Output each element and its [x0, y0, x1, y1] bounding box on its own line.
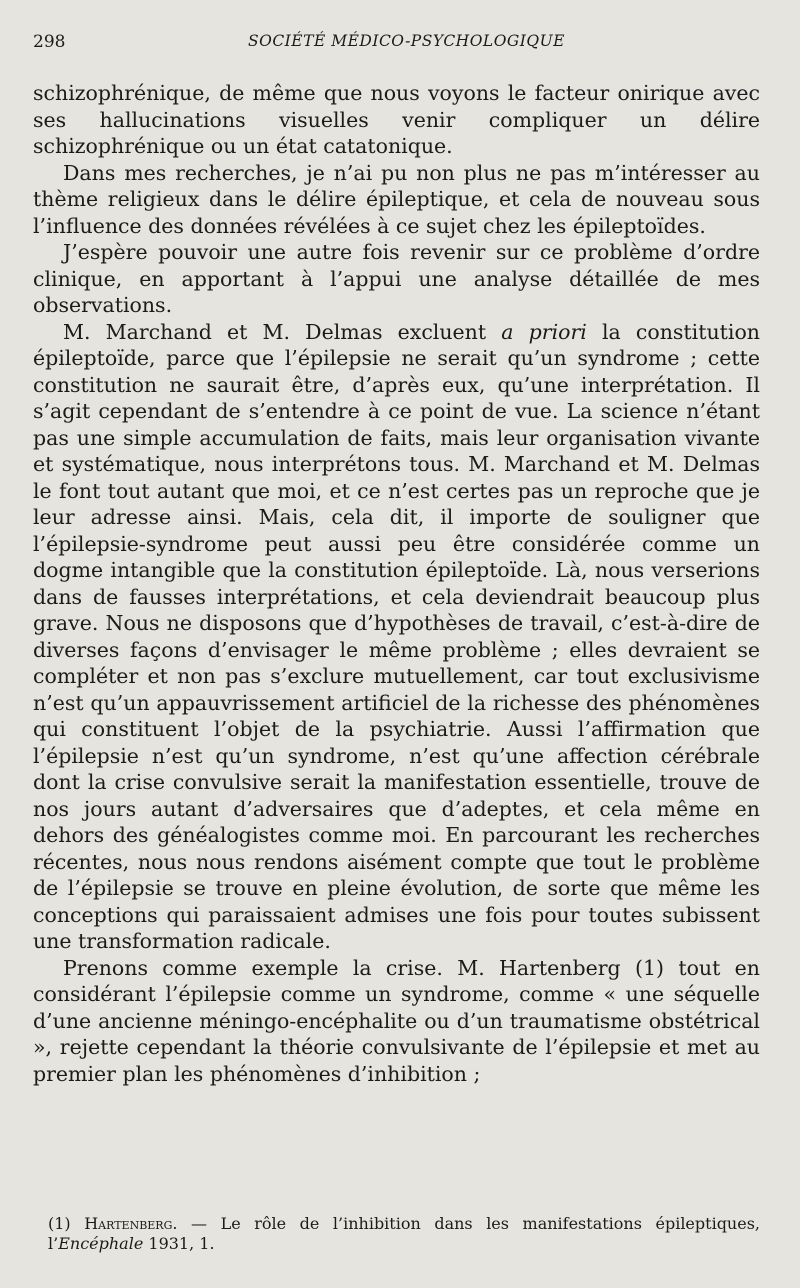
- footnote-marker: (1): [48, 1214, 85, 1233]
- paragraph-4-italic: a priori: [501, 319, 587, 344]
- page-number: 298: [33, 32, 66, 52]
- footnote-reference: 1931, 1.: [143, 1234, 215, 1253]
- footnote-text: — Le rôle de l’inhibition dans les manifestations épileptiques, l’: [48, 1214, 761, 1253]
- footnote-journal: Encéphale: [58, 1234, 144, 1253]
- paragraph-4-rest: la constitution épileptoïde, parce que l’épilepsie ne serait qu’un syndrome ; cette constitution ne saurait être, d’après eux, qu’une interprétation. Il s’agit cependant de s’entendre à ce point de vue. La science n’étant pas une simple accumulation de faits, mais leur organisation vivante et systématique, nous interprétons tous. M. Marchand et M. Delmas le font tout autant que moi, et ce n’est certes pas un reproche que je leur adresse ainsi. Mais, cela dit, il importe de souligner que l’épilepsie-syndrome peut aussi peu être considérée comme un dogme intangible que la constitution épileptoïde. Là, nous verserions dans de fausses interprétations, et cela deviendrait beaucoup plus grave. Nous ne disposons que d’hypothèses de travail, c’est-à-dire de diverses façons d’envisager le même problème ; elles devraient se compléter et non pas s’exclure mutuellement, car tout exclusivisme n’est qu’un appauvrissement artificiel de la richesse des phénomènes qui constituent l’objet de la psychiatrie. Aussi l’affirmation que l’épilepsie n’est qu’un syndrome, n’est qu’une affection cérébrale dont la crise convulsive serait la manifestation essentielle, trouve de nos jours autant d’adversaires que d’adeptes, et cela même en dehors des généalogistes comme moi. En parcourant les recherches récentes, nous nous rendons aisément compte que tout le problème de l’épilepsie se trouve en pleine évolution, de sorte que même les conceptions qui paraissaient admises une fois pour toutes subissent une transformation radicale.: [33, 319, 761, 953]
- paragraph-5: Prenons comme exemple la crise. M. Hartenberg (1) tout en considérant l’épilepsie comme un syndrome, comme « une séquelle d’une ancienne méningo-encéphalite ou d’un traumatisme obstétrical », rejette cependant la théorie convulsivante de l’épilepsie et met au premier plan les phénomènes d’inhibition ;: [33, 955, 760, 1086]
- paragraph-3: J’espère pouvoir une autre fois revenir sur ce problème d’ordre clinique, en apportant à l’appui une analyse détaillée de mes observations.: [33, 240, 760, 317]
- journal-title: SOCIÉTÉ MÉDICO-PSYCHOLOGIQUE: [248, 32, 565, 50]
- paragraph-4: [33, 319, 760, 955]
- paragraph-4-lead: M. Marchand et M. Delmas excluent: [63, 319, 502, 344]
- body-text: [33, 80, 760, 1087]
- footnote-author: Hartenberg.: [84, 1214, 178, 1233]
- running-head: [33, 28, 760, 52]
- footnote: [48, 1214, 760, 1254]
- paragraph-2: Dans mes recherches, je n’ai pu non plus ne pas m’intéresser au thème religieux dans le délire épileptique, et cela de nouveau sous l’influence des données révélées à ce sujet chez les épileptoïdes.: [33, 160, 760, 238]
- paragraph-1: schizophrénique, de même que nous voyons le facteur onirique avec ses hallucinations visuelles venir compliquer un délire schizophrénique ou un état catatonique.: [33, 81, 760, 158]
